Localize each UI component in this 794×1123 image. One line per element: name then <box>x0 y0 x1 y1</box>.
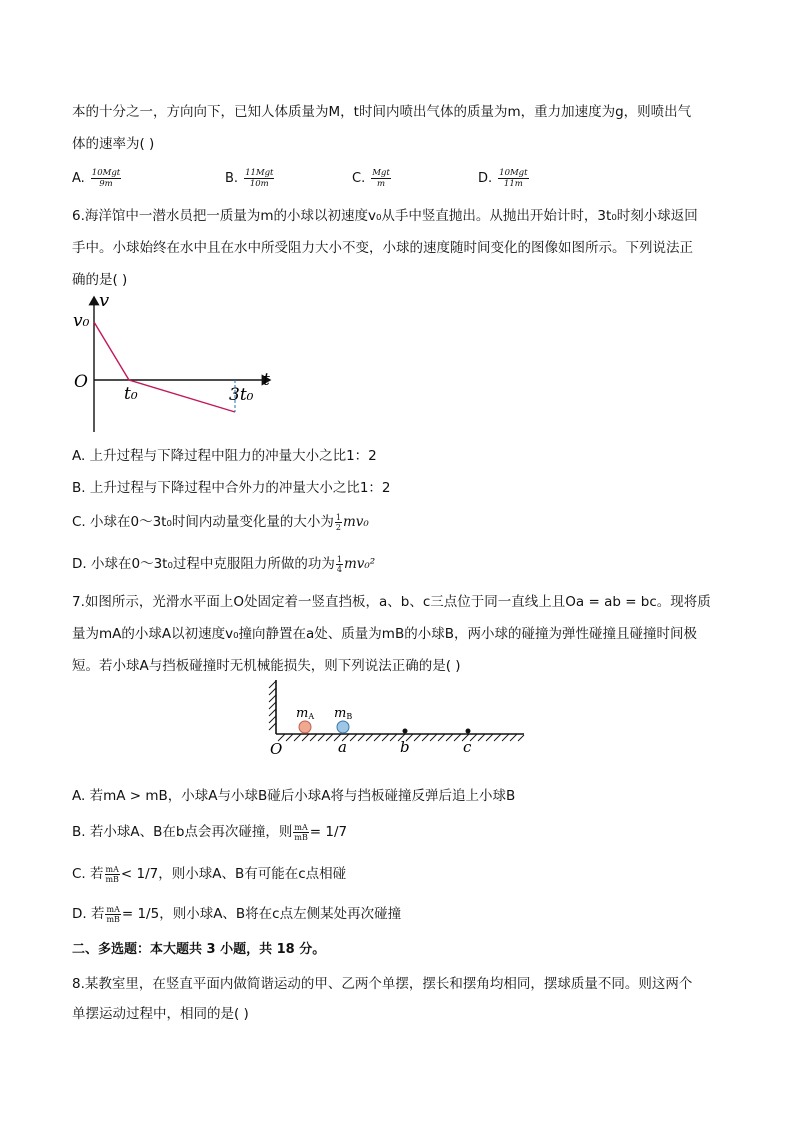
option-label: A. <box>72 171 85 186</box>
q8-line2: 单摆运动过程中，相同的是( ) <box>72 1006 249 1022</box>
option-text: = 1/7 <box>309 824 348 840</box>
mB-label: mB <box>334 706 353 721</box>
q5-option-c[interactable] <box>352 168 391 189</box>
t0-label: t₀ <box>124 384 138 404</box>
q6-line1: 6.海洋馆中一潜水员把一质量为m的小球以初速度v₀从手中竖直抛出。从抛出开始计时，3t₀时刻小球返回 <box>72 208 698 224</box>
q5-option-b[interactable] <box>225 168 274 189</box>
origin-label: O <box>74 372 88 392</box>
3t0-label: 3t₀ <box>229 385 254 405</box>
fraction: $\frac{1}{4}$ <box>336 554 342 574</box>
q8-line1: 8.某教室里，在竖直平面内做简谐运动的甲、乙两个单摆，摆长和摆角均相同，摆球质量不同。则这两个 <box>72 976 693 992</box>
fraction: $\frac{mA}{mB}$ <box>105 864 119 884</box>
option-text: < 1/7，则小球A、B有可能在c点相碰 <box>120 866 347 882</box>
mA-label: mA <box>296 706 315 721</box>
q7-option-c[interactable] <box>72 864 346 884</box>
wall-hatch <box>269 681 276 730</box>
q7-option-d[interactable] <box>72 904 401 924</box>
point-b-label: b <box>400 738 410 756</box>
fraction: $\frac{\text{10Mgt}}{9m}$ <box>91 168 121 189</box>
option-text: C. 若 <box>72 866 104 882</box>
vt-graph <box>70 292 280 437</box>
q6-line3: 确的是( ) <box>72 272 128 288</box>
option-text: C. 小球在0～3t₀时间内动量变化量的大小为 <box>72 514 334 530</box>
option-formula: mv₀ <box>343 514 369 530</box>
q6-option-d[interactable] <box>72 554 375 574</box>
q7-line1: 7.如图所示，光滑水平面上O处固定着一竖直挡板，a、b、c三点位于同一直线上且Oa = ab = bc。现将质 <box>72 594 711 610</box>
point-c-label: c <box>463 738 472 756</box>
q5-line1: 本的十分之一，方向向下，已知人体质量为M，t时间内喷出气体的质量为m，重力加速度为g，则喷出气 <box>72 104 692 120</box>
q6-line2: 手中。小球始终在水中且在水中所受阻力大小不变，小球的速度随时间变化的图像如图所示。下列说法正 <box>72 240 693 256</box>
t-axis-label: t <box>263 370 270 390</box>
q7-line3: 短。若小球A与挡板碰撞时无机械能损失，则下列说法正确的是( ) <box>72 658 461 674</box>
option-text: B. 若小球A、B在b点会再次碰撞，则 <box>72 824 293 840</box>
option-label: D. <box>478 171 493 186</box>
point-c <box>466 729 471 734</box>
q5-option-a[interactable] <box>72 168 121 189</box>
fraction: $\frac{mA}{mB}$ <box>106 904 120 924</box>
q6-option-a[interactable]: A. 上升过程与下降过程中阻力的冲量大小之比1：2 <box>72 448 377 464</box>
q6-option-b[interactable]: B. 上升过程与下降过程中合外力的冲量大小之比1：2 <box>72 480 391 496</box>
q5-option-d[interactable] <box>478 168 529 189</box>
fraction: $\frac{\text{Mgt}}{m}$ <box>372 168 390 189</box>
section-heading: 二、多选题：本大题共 3 小题，共 18 分。 <box>72 942 326 957</box>
ball-b <box>337 721 349 733</box>
q5-line2: 体的速率为( ) <box>72 136 155 152</box>
point-O-label: O <box>270 740 283 758</box>
q6-option-c[interactable] <box>72 512 369 532</box>
option-text: = 1/5，则小球A、B将在c点左侧某处再次碰撞 <box>121 906 402 922</box>
v-axis-label: v <box>99 292 110 311</box>
option-formula: mv₀² <box>343 556 376 572</box>
fraction: $\frac{1}{2}$ <box>335 512 341 532</box>
fraction: $\frac{\text{10Mgt}}{11m}$ <box>499 168 528 189</box>
q7-line2: 量为mA的小球A以初速度v₀撞向静置在a处、质量为mB的小球B，两小球的碰撞为弹性碰撞且碰撞时间极 <box>72 626 697 642</box>
fraction: $\frac{mA}{mB}$ <box>294 822 308 842</box>
option-label: C. <box>352 171 366 186</box>
fraction: $\frac{\text{11Mgt}}{10m}$ <box>245 168 274 189</box>
option-text: D. 小球在0～3t₀过程中克服阻力所做的功为 <box>72 556 335 572</box>
point-b <box>403 729 408 734</box>
velocity-line <box>94 322 235 412</box>
ball-a <box>299 721 311 733</box>
point-a-label: a <box>338 738 347 756</box>
option-label: B. <box>225 171 239 186</box>
q7-option-a[interactable]: A. 若mA > mB，小球A与小球B碰后小球A将与挡板碰撞反弹后追上小球B <box>72 788 516 804</box>
v0-label: v₀ <box>73 311 90 331</box>
q7-option-b[interactable] <box>72 822 347 842</box>
option-text: D. 若 <box>72 906 105 922</box>
collision-figure <box>266 678 528 758</box>
